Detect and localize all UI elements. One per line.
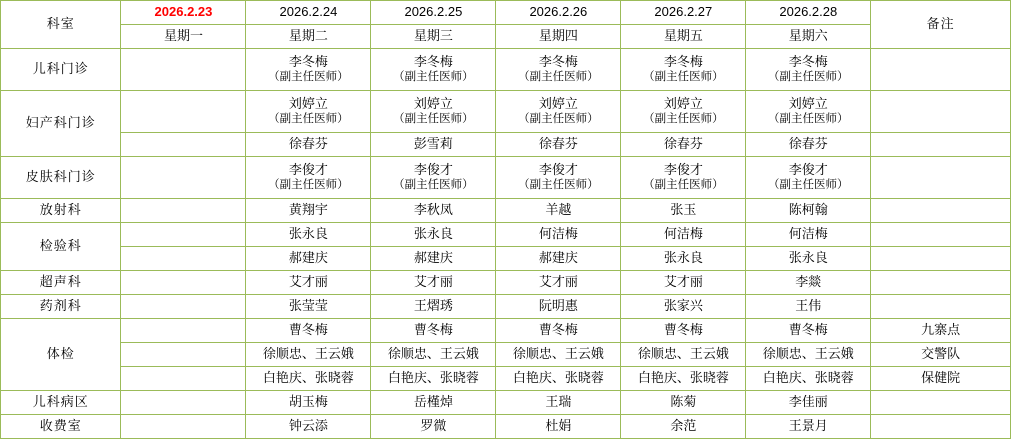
staff-name: 曹冬梅 (538, 322, 578, 338)
header-weekday-4: 星期四 (496, 25, 621, 49)
staff-name: 刘婷立 (538, 96, 578, 112)
shift-cell (121, 90, 246, 132)
note-cell (871, 222, 1011, 246)
table-row (1, 246, 1011, 270)
staff-name: 艾才丽 (413, 274, 453, 290)
staff-name: 黄翔宇 (288, 202, 328, 218)
note-cell (871, 156, 1011, 198)
shift-cell (496, 49, 621, 91)
staff-title: （副主任医师） (393, 71, 474, 84)
staff-name: 艾才丽 (288, 274, 328, 290)
header-note-label: 备注 (871, 1, 1011, 49)
shift-cell (746, 294, 871, 318)
staff-name: 白艳庆、张晓蓉 (387, 370, 479, 386)
staff-name: 徐顺忠、王云娥 (262, 346, 354, 362)
shift-cell (246, 342, 371, 366)
staff-name: 郝建庆 (288, 250, 328, 266)
staff-name: 羊越 (545, 202, 572, 218)
shift-cell (121, 294, 246, 318)
shift-cell (371, 246, 496, 270)
shift-cell (496, 156, 621, 198)
table-row (1, 198, 1011, 222)
shift-cell (496, 222, 621, 246)
shift-cell (121, 49, 246, 91)
shift-cell (246, 390, 371, 414)
staff-name: 李俊才 (538, 162, 578, 178)
shift-cell (496, 366, 621, 390)
staff-title: （副主任医师） (268, 179, 349, 192)
staff-name: 李俊才 (663, 162, 703, 178)
staff-title: （副主任医师） (768, 179, 849, 192)
header-row-dates (1, 1, 1011, 25)
shift-cell (371, 318, 496, 342)
note-cell (871, 390, 1011, 414)
table-row (1, 222, 1011, 246)
staff-name: 徐顺忠、王云娥 (387, 346, 479, 362)
table-row (1, 414, 1011, 438)
staff-name: 李冬梅 (788, 54, 828, 70)
shift-cell (246, 49, 371, 91)
shift-cell (746, 156, 871, 198)
header-weekday-1: 星期一 (121, 25, 246, 49)
shift-cell (746, 49, 871, 91)
shift-cell (496, 342, 621, 366)
shift-cell (121, 246, 246, 270)
header-weekday-3: 星期三 (371, 25, 496, 49)
dept-label-3: 皮肤科门诊 (1, 156, 121, 198)
staff-name: 张永良 (413, 226, 453, 242)
shift-cell (496, 294, 621, 318)
table-row (1, 390, 1011, 414)
staff-title: （副主任医师） (393, 113, 474, 126)
table-row (1, 270, 1011, 294)
staff-name: 徐顺忠、王云娥 (762, 346, 854, 362)
staff-name: 胡玉梅 (288, 394, 328, 410)
shift-cell (121, 366, 246, 390)
staff-name: 曹冬梅 (413, 322, 453, 338)
shift-cell (121, 414, 246, 438)
shift-cell (371, 198, 496, 222)
shift-cell (621, 294, 746, 318)
staff-title: （副主任医师） (518, 113, 599, 126)
note-cell (871, 132, 1011, 156)
shift-cell (746, 342, 871, 366)
staff-name: 阮明惠 (538, 298, 578, 314)
shift-cell (746, 198, 871, 222)
dept-label-8: 体检 (1, 318, 121, 390)
staff-name: 艾才丽 (538, 274, 578, 290)
note-cell (871, 90, 1011, 132)
table-row (1, 156, 1011, 198)
staff-name: 刘婷立 (788, 96, 828, 112)
staff-name: 徐顺忠、王云娥 (512, 346, 604, 362)
staff-name: 余范 (670, 418, 697, 434)
shift-cell (496, 270, 621, 294)
note-cell: 九寨点 (871, 318, 1011, 342)
header-weekday-6: 星期六 (746, 25, 871, 49)
note-cell: 保健院 (871, 366, 1011, 390)
header-date-2: 2026.2.24 (246, 1, 371, 25)
staff-name: 徐春芬 (788, 136, 828, 152)
dept-label-10: 收费室 (1, 414, 121, 438)
staff-name: 陈菊 (670, 394, 697, 410)
shift-cell (621, 246, 746, 270)
dept-label-5: 检验科 (1, 222, 121, 270)
staff-name: 李佳丽 (788, 394, 828, 410)
note-cell (871, 294, 1011, 318)
header-dept-label: 科室 (1, 1, 121, 49)
staff-name: 李冬梅 (413, 54, 453, 70)
header-weekday-5: 星期五 (621, 25, 746, 49)
staff-name: 曹冬梅 (663, 322, 703, 338)
staff-name: 刘婷立 (288, 96, 328, 112)
staff-name: 徐春芬 (538, 136, 578, 152)
table-row (1, 342, 1011, 366)
shift-cell (246, 222, 371, 246)
header-date-5: 2026.2.27 (621, 1, 746, 25)
shift-cell (621, 342, 746, 366)
staff-name: 徐顺忠、王云娥 (637, 346, 729, 362)
staff-name: 白艳庆、张晓蓉 (762, 370, 854, 386)
dept-label-9: 儿科病区 (1, 390, 121, 414)
shift-cell (371, 49, 496, 91)
header-date-3: 2026.2.25 (371, 1, 496, 25)
staff-name: 白艳庆、张晓蓉 (512, 370, 604, 386)
header-date-6: 2026.2.28 (746, 1, 871, 25)
shift-cell (121, 132, 246, 156)
staff-name: 刘婷立 (663, 96, 703, 112)
shift-cell (371, 414, 496, 438)
shift-cell (746, 414, 871, 438)
staff-title: （副主任医师） (768, 113, 849, 126)
shift-cell (746, 390, 871, 414)
staff-name: 王景月 (788, 418, 828, 434)
staff-title: （副主任医师） (393, 179, 474, 192)
shift-cell (621, 90, 746, 132)
staff-name: 李冬梅 (288, 54, 328, 70)
note-cell (871, 246, 1011, 270)
shift-cell (746, 246, 871, 270)
staff-name: 何洁梅 (788, 226, 828, 242)
staff-title: （副主任医师） (268, 71, 349, 84)
staff-name: 李燚 (795, 274, 822, 290)
shift-cell (746, 366, 871, 390)
shift-cell (371, 90, 496, 132)
shift-cell (621, 366, 746, 390)
shift-cell (371, 390, 496, 414)
shift-cell (621, 156, 746, 198)
shift-cell (246, 246, 371, 270)
dept-label-4: 放射科 (1, 198, 121, 222)
staff-name: 白艳庆、张晓蓉 (262, 370, 354, 386)
table-row (1, 132, 1011, 156)
staff-name: 岳槿焯 (413, 394, 453, 410)
shift-cell (371, 156, 496, 198)
dept-label-1: 儿科门诊 (1, 49, 121, 91)
shift-cell (246, 198, 371, 222)
table-row (1, 90, 1011, 132)
shift-cell (746, 132, 871, 156)
staff-name: 张永良 (288, 226, 328, 242)
staff-name: 王瑞 (545, 394, 572, 410)
staff-name: 李俊才 (788, 162, 828, 178)
shift-cell (621, 132, 746, 156)
shift-cell (496, 246, 621, 270)
shift-cell (121, 390, 246, 414)
staff-name: 钟云添 (288, 418, 328, 434)
shift-cell (246, 294, 371, 318)
shift-cell (621, 390, 746, 414)
note-cell (871, 414, 1011, 438)
header-date-4: 2026.2.26 (496, 1, 621, 25)
staff-name: 李秋凤 (413, 202, 453, 218)
staff-name: 刘婷立 (413, 96, 453, 112)
note-cell (871, 270, 1011, 294)
dept-label-2: 妇产科门诊 (1, 90, 121, 156)
shift-cell (621, 222, 746, 246)
shift-cell (371, 366, 496, 390)
shift-cell (121, 198, 246, 222)
staff-name: 彭雪莉 (413, 136, 453, 152)
shift-cell (121, 318, 246, 342)
staff-title: （副主任医师） (518, 71, 599, 84)
table-row (1, 49, 1011, 91)
header-weekday-2: 星期二 (246, 25, 371, 49)
staff-name: 李俊才 (288, 162, 328, 178)
staff-name: 李俊才 (413, 162, 453, 178)
shift-cell (371, 132, 496, 156)
staff-name: 张永良 (663, 250, 703, 266)
staff-name: 何洁梅 (538, 226, 578, 242)
staff-name: 陈柯翰 (788, 202, 828, 218)
shift-cell (246, 90, 371, 132)
staff-name: 罗微 (420, 418, 447, 434)
staff-name: 张家兴 (663, 298, 703, 314)
note-cell: 交警队 (871, 342, 1011, 366)
shift-cell (746, 222, 871, 246)
shift-cell (496, 414, 621, 438)
shift-cell (371, 342, 496, 366)
staff-name: 艾才丽 (663, 274, 703, 290)
staff-name: 徐春芬 (663, 136, 703, 152)
staff-name: 白艳庆、张晓蓉 (637, 370, 729, 386)
staff-name: 张永良 (788, 250, 828, 266)
shift-cell (371, 270, 496, 294)
shift-cell (746, 270, 871, 294)
table-row (1, 318, 1011, 342)
shift-cell (621, 198, 746, 222)
shift-cell (121, 270, 246, 294)
shift-cell (246, 270, 371, 294)
shift-cell (621, 270, 746, 294)
staff-name: 张玉 (670, 202, 697, 218)
shift-cell (746, 318, 871, 342)
shift-cell (621, 318, 746, 342)
staff-name: 何洁梅 (663, 226, 703, 242)
staff-name: 李冬梅 (538, 54, 578, 70)
shift-cell (121, 342, 246, 366)
staff-name: 曹冬梅 (788, 322, 828, 338)
note-cell (871, 49, 1011, 91)
shift-cell (246, 366, 371, 390)
staff-name: 杜娟 (545, 418, 572, 434)
shift-cell (621, 414, 746, 438)
staff-name: 王伟 (795, 298, 822, 314)
staff-name: 郝建庆 (538, 250, 578, 266)
staff-name: 张莹莹 (288, 298, 328, 314)
header-date-1: 2026.2.23 (121, 1, 246, 25)
staff-title: （副主任医师） (518, 179, 599, 192)
shift-cell (371, 294, 496, 318)
staff-title: （副主任医师） (643, 113, 724, 126)
shift-cell (246, 318, 371, 342)
staff-name: 郝建庆 (413, 250, 453, 266)
shift-cell (621, 49, 746, 91)
staff-title: （副主任医师） (643, 179, 724, 192)
shift-cell (496, 318, 621, 342)
dept-label-7: 药剂科 (1, 294, 121, 318)
staff-title: （副主任医师） (643, 71, 724, 84)
staff-name: 王熠琇 (413, 298, 453, 314)
shift-cell (246, 414, 371, 438)
shift-cell (496, 390, 621, 414)
shift-cell (246, 156, 371, 198)
shift-cell (121, 156, 246, 198)
staff-title: （副主任医师） (768, 71, 849, 84)
shift-cell (496, 198, 621, 222)
table-row (1, 366, 1011, 390)
staff-name: 曹冬梅 (288, 322, 328, 338)
staff-title: （副主任医师） (268, 113, 349, 126)
shift-cell (496, 90, 621, 132)
shift-cell (246, 132, 371, 156)
shift-cell (121, 222, 246, 246)
dept-label-6: 超声科 (1, 270, 121, 294)
note-cell (871, 198, 1011, 222)
staff-name: 李冬梅 (663, 54, 703, 70)
shift-cell (496, 132, 621, 156)
staff-name: 徐春芬 (288, 136, 328, 152)
table-row (1, 294, 1011, 318)
shift-cell (371, 222, 496, 246)
shift-cell (746, 90, 871, 132)
header-row-weekdays (1, 25, 1011, 49)
